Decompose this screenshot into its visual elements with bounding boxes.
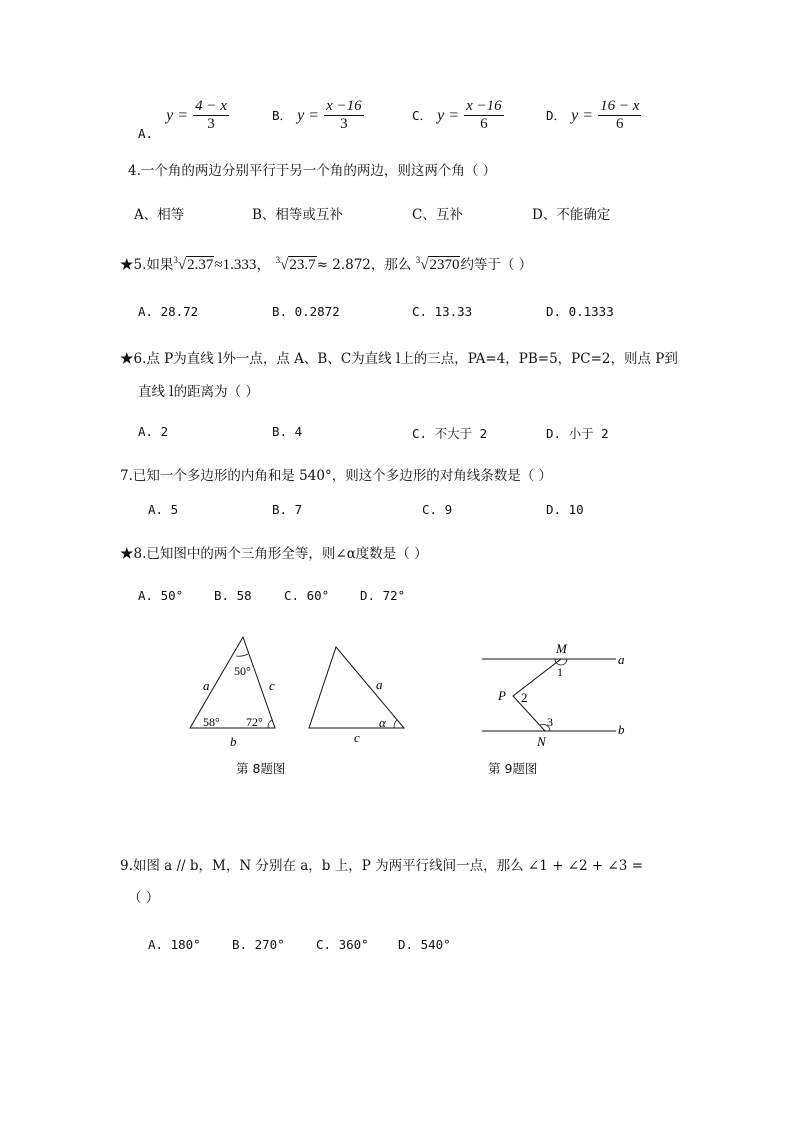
equation-lhs: y = (166, 107, 189, 124)
q3-option-d (546, 98, 641, 133)
q7-option-b: B. 7 (272, 502, 303, 517)
q5-stem (120, 253, 532, 274)
q6-option-c: C. 不大于 2 (412, 426, 488, 441)
q5-option-b: B. 0.2872 (272, 304, 340, 319)
q3-option-b (272, 98, 364, 133)
q9-blank: （ ） (128, 890, 160, 906)
fraction: $\frac{4 - x}{3}$ (195, 98, 227, 132)
q4-option-c: C、互补 (412, 207, 463, 223)
label-3: 3 (547, 715, 553, 729)
option-letter: C． (412, 108, 433, 123)
label-b: b (618, 722, 625, 737)
cube-root-1: $^3$√2.37 (173, 255, 214, 273)
label-M: M (556, 641, 567, 656)
label-alpha: α (379, 715, 386, 730)
q7-option-d: D. 10 (546, 502, 584, 517)
label-t2-a: a (376, 677, 383, 692)
figure-8 (180, 630, 420, 755)
equation-lhs: y = (437, 107, 460, 124)
label-side-c: c (269, 678, 275, 693)
q4-option-b: B、相等或互补 (252, 207, 343, 223)
q7-stem: 7.已知一个多边形的内角和是 540°，则这个多边形的对角线条数是（ ） (120, 468, 552, 484)
figure-9-caption: 第 9题图 (488, 761, 538, 776)
q6-option-a: A. 2 (138, 424, 169, 439)
q9-option-b: B. 270° (232, 937, 285, 952)
q6-option-b: B. 4 (272, 424, 303, 439)
label-N: N (537, 734, 546, 749)
q5-suffix: 约等于（ ） (460, 257, 533, 273)
q8-option-d: D. 72° (360, 588, 406, 603)
q8-option-b: B. 58 (214, 588, 252, 603)
q5-value-2: ≈ 2.872，那么 (316, 257, 412, 273)
cube-root-2: $^3$√23.7 (275, 255, 316, 273)
fraction: $\frac{16 - x}{6}$ (600, 98, 640, 132)
q3-option-c (412, 98, 504, 133)
q8-option-c: C. 60° (284, 588, 330, 603)
equation-lhs: y = (571, 107, 594, 124)
label-1: 1 (557, 665, 563, 679)
triangle-2 (309, 647, 404, 728)
q4-stem: 4.一个角的两边分别平行于另一个角的两边，则这两个角（ ） (128, 163, 497, 179)
q8-option-a: A. 50° (138, 588, 184, 603)
label-side-b: b (230, 734, 237, 749)
angle-arc-right (268, 720, 272, 728)
option-letter: D． (546, 108, 567, 123)
cube-root-3: $^3$√2370 (415, 255, 460, 273)
q4-option-d: D、不能确定 (532, 207, 611, 223)
label-a: a (618, 652, 625, 667)
figure-9 (470, 638, 640, 753)
fraction: $\frac{x -16}{6}$ (466, 98, 502, 132)
label-50: 50° (234, 664, 251, 678)
q5-prefix: ★5.如果 (120, 257, 174, 273)
q9-stem: 9.如图 a // b，M，N 分别在 a，b 上，P 为两平行线间一点，那么 ∠1 + ∠2 + ∠3 = (120, 858, 643, 874)
label-side-a: a (203, 678, 210, 693)
q7-option-a: A. 5 (148, 502, 179, 517)
label-P: P (498, 688, 506, 703)
option-letter: A. (138, 126, 154, 141)
q9-option-c: C. 360° (316, 937, 369, 952)
q8-stem: ★8.已知图中的两个三角形全等，则∠α度数是（ ） (120, 546, 428, 562)
q4-option-a: A、相等 (134, 207, 185, 223)
q6-option-d: D. 小于 2 (546, 426, 609, 441)
q6-stem-line1: ★6.点 P为直线 l外一点，点 A、B、C为直线 l上的三点，PA=4，PB=5，PC=2，则点 P到 (120, 351, 678, 367)
option-letter: B． (272, 108, 293, 123)
equation-lhs: y = (297, 107, 320, 124)
angle-arc-top (236, 654, 248, 656)
label-72: 72° (246, 715, 263, 729)
q6-stem-line2: 直线 l的距离为（ ） (138, 384, 259, 400)
figure-8-caption: 第 8题图 (236, 761, 286, 776)
angle-arc-alpha (394, 720, 397, 728)
q5-option-a: A. 28.72 (138, 304, 199, 319)
q9-option-d: D. 540° (398, 937, 451, 952)
label-t2-c: c (354, 730, 360, 745)
fraction: $\frac{x -16}{3}$ (326, 98, 362, 132)
q7-option-c: C. 9 (422, 502, 453, 517)
q5-option-c: C. 13.33 (412, 304, 473, 319)
q3-option-a (138, 98, 229, 141)
label-58: 58° (203, 715, 220, 729)
q5-value-1: ≈1.333， (214, 257, 272, 273)
q9-option-a: A. 180° (148, 937, 201, 952)
label-2: 2 (521, 690, 528, 705)
q5-option-d: D. 0.1333 (546, 304, 614, 319)
